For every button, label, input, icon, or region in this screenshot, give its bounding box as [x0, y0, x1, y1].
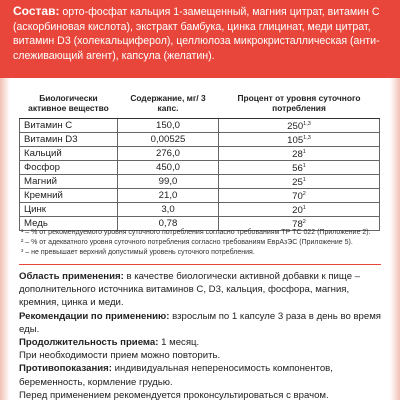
row-percent-note: 1: [302, 177, 306, 183]
row-percent: [219, 175, 380, 189]
table-row: [20, 161, 380, 175]
header-content: Содержание, мг/ 3 капс.: [118, 89, 219, 119]
row-amount: 450,0: [118, 161, 219, 175]
row-amount: 21,0: [118, 189, 219, 203]
row-name: Витамин D3: [20, 133, 118, 147]
recommendations: [19, 310, 385, 336]
table-row: [20, 147, 380, 161]
dur-label: Продолжительность приема:: [19, 337, 159, 349]
row-percent-note: 1: [302, 205, 306, 211]
divider: [19, 264, 381, 265]
header-percent: Процент от уровня суточного потребления: [219, 89, 380, 119]
area-text: в качестве биологически активной добавки к пище – дополнительного источника витаминов С, D3, кальция, фосфора, магния, кремния, цинка и меди.: [19, 271, 361, 309]
contraindications: [19, 362, 385, 388]
row-amount: 99,0: [118, 175, 219, 189]
row-name: Витамин С: [20, 119, 118, 133]
footnotes: [21, 228, 381, 258]
row-percent-value: 78: [292, 219, 303, 230]
row-amount: 0,78: [118, 217, 219, 231]
row-amount: 3,0: [118, 203, 219, 217]
row-percent-note: 1: [302, 163, 306, 169]
row-percent-value: 20: [292, 205, 303, 216]
repeat-note: При необходимости прием можно повторить.: [19, 350, 221, 362]
row-percent: [219, 133, 380, 147]
usage-info: [19, 270, 385, 402]
row-name: Магний: [20, 175, 118, 189]
duration: [19, 336, 385, 349]
row-amount: 0,00525: [118, 133, 219, 147]
row-percent-value: 105: [287, 135, 304, 146]
row-percent: [219, 203, 380, 217]
table-row: [20, 189, 380, 203]
row-amount: 150,0: [118, 119, 219, 133]
row-name: Кремний: [20, 189, 118, 203]
table-row: [20, 175, 380, 189]
area-label: Область применения:: [19, 271, 124, 282]
composition-text: орто-фосфат кальция 1-замещенный, магния цитрат, витамин С (аскорбиновая кислота), экстракт бамбука, цинка глицинат, меди цитрат, витамин D3 (холекальциферол), целлюлоза микрокристаллическая (анти-слеживающий агент), капсула (желатин).: [13, 6, 380, 62]
left-shadow: [0, 78, 10, 400]
row-percent-note: 1: [302, 149, 306, 155]
area-of-use: [19, 270, 385, 310]
footnote-3: ³ – не превышает верхний допустимый уровень суточного потребления.: [21, 249, 255, 256]
rec-text: взрослым по 1 капсуле 3 раза в день во время еды.: [19, 310, 382, 335]
row-percent-note: 1,3: [303, 121, 311, 127]
row-name: Фосфор: [20, 161, 118, 175]
contra-label: Противопоказания:: [19, 363, 112, 375]
row-percent-note: 2: [302, 191, 306, 197]
consult-note: Перед применением рекомендуется проконсультироваться с врачом.: [19, 389, 329, 401]
row-percent-value: 56: [292, 163, 303, 174]
contra-text: индивидуальная непереносимость компонентов, беременность, кормление грудью.: [19, 363, 333, 388]
table-row: [20, 133, 380, 147]
composition-label: Состав:: [13, 4, 60, 18]
row-percent: [219, 147, 380, 161]
right-shadow: [390, 78, 400, 400]
rec-label: Рекомендации по применению:: [19, 310, 170, 322]
row-percent: [219, 161, 380, 175]
dur-text: 1 месяц.: [161, 337, 200, 349]
row-amount: 276,0: [118, 147, 219, 161]
row-percent-value: 25: [292, 177, 303, 188]
header-substance: Биологически активное вещество: [20, 89, 118, 119]
footnote-2: ² – % от адекватного уровня суточного потребления согласно требованиям ЕврАзЭС (Приложение 5).: [21, 239, 353, 246]
row-name: Медь: [20, 217, 118, 231]
table-row: [20, 203, 380, 217]
row-name: Кальций: [20, 147, 118, 161]
table-row: [20, 119, 380, 133]
row-name: Цинк: [20, 203, 118, 217]
nutrition-table: [19, 89, 380, 231]
row-percent: [219, 189, 380, 203]
row-percent-note: 1,3: [303, 135, 311, 141]
composition-section: [0, 0, 400, 78]
footnote-1: ¹ – % от рекомендуемого уровня суточного потребления согласно требованиям ТР ТС 022 (Приложение 2).: [21, 229, 371, 236]
row-percent-value: 70: [292, 191, 303, 202]
row-percent-value: 28: [292, 149, 303, 160]
row-percent: [219, 119, 380, 133]
row-percent-note: 2: [302, 219, 306, 225]
row-percent-value: 250: [287, 121, 304, 132]
